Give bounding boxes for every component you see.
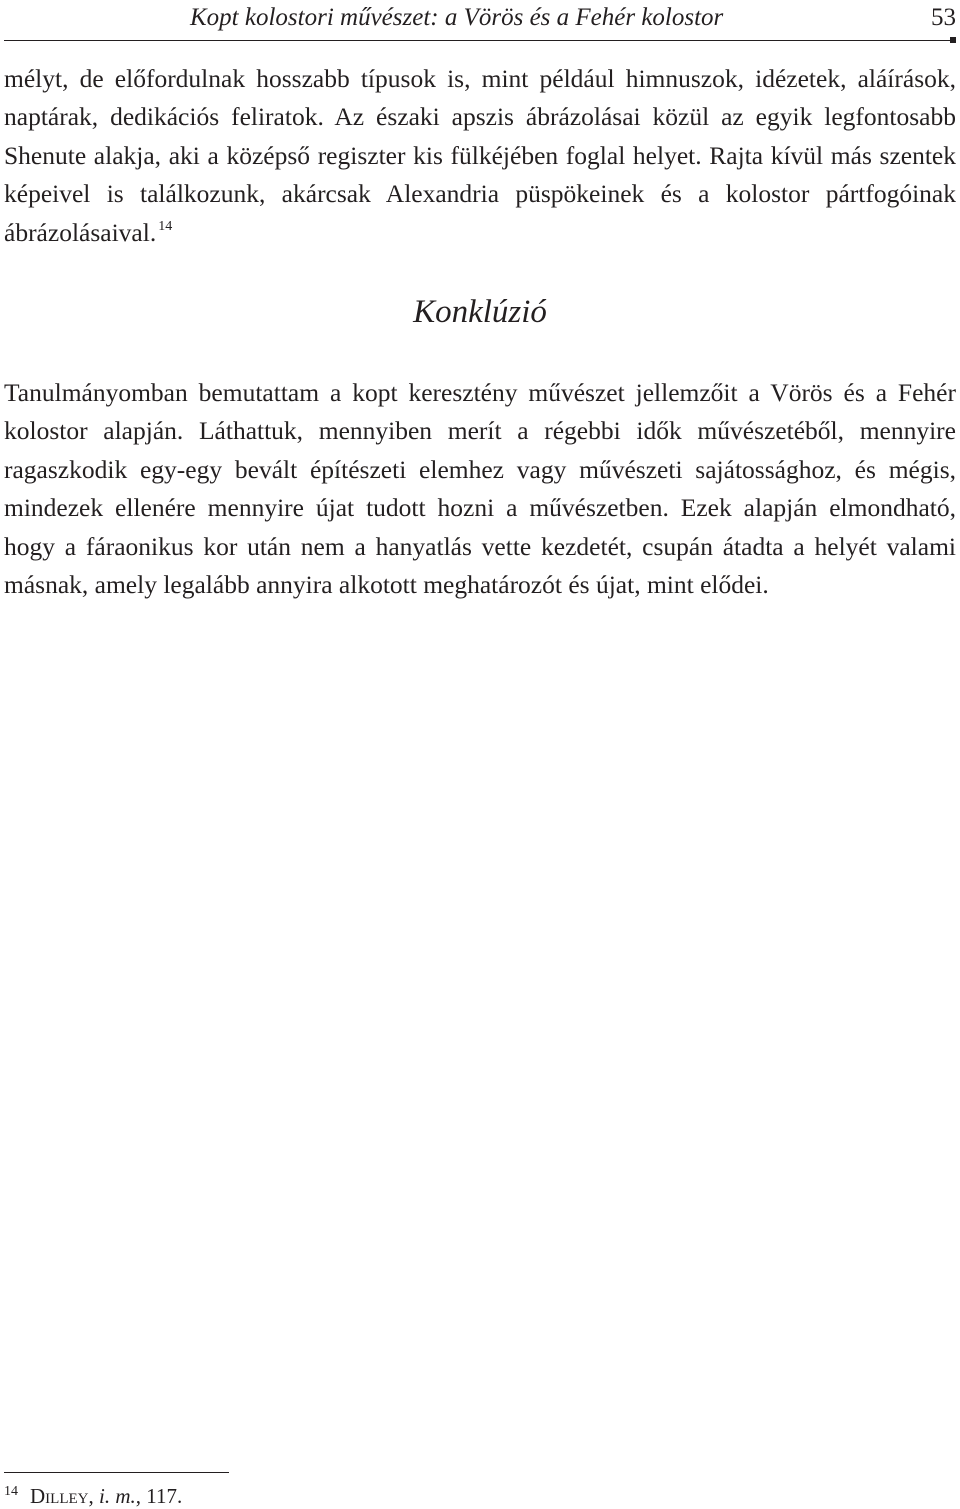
footnote-number: 14 bbox=[4, 1484, 18, 1499]
footnote-reference[interactable]: 14 bbox=[158, 218, 173, 234]
paragraph-2-text: Tanulmányomban bemutattam a kopt keresztény művészet jellemzőit a Vörös és a Fehér kolostor alapján. Láthattuk, mennyiben merít a régebbi idők művészetéből, mennyire ragaszkodik egy-egy bevált építészeti elemhez vagy művészeti sajátossághoz, és mégis, mindezek ellenére mennyire újat tudott hozni a művészetben. Ezek alapján elmondható, hogy a fáraonikus kor után nem a hanyatlás vette kezdetét, csupán átadta a helyét valami másnak, amely legalább annyira alkotott meghatározót és újat, mint elődei. bbox=[4, 378, 956, 600]
footnote-ibid: i. m. bbox=[98, 1484, 136, 1508]
section-heading: Konklúzió bbox=[413, 294, 547, 330]
footnote-pages: , 117. bbox=[135, 1484, 183, 1508]
footnote bbox=[4, 1483, 182, 1509]
running-title: Kopt kolostori művészet: a Vörös és a Fehér kolostor bbox=[190, 4, 724, 31]
body-paragraph-2 bbox=[4, 374, 956, 604]
footnote-rule bbox=[4, 1472, 229, 1473]
footnote-author: Dilley, bbox=[30, 1484, 94, 1508]
paragraph-1-text: mélyt, de előfordulnak hosszabb típusok is, mint például himnuszok, idézetek, aláírások, naptárak, dedikációs feliratok. Az északi apszis ábrázolásai közül az egyik legfontosabb Shenute alakja, aki a középső regiszter kis fülkéjében foglal helyet. Rajta kívül más szentek képeivel is találkozunk, akárcsak Alexandria püspökeinek és a kolostor pártfogóinak ábrázolásaival. bbox=[4, 64, 956, 247]
page-number: 53 bbox=[931, 4, 956, 31]
header-corner-mark bbox=[950, 37, 956, 43]
header-rule bbox=[4, 40, 954, 41]
running-header bbox=[0, 0, 960, 44]
body-paragraph-1 bbox=[4, 60, 956, 252]
